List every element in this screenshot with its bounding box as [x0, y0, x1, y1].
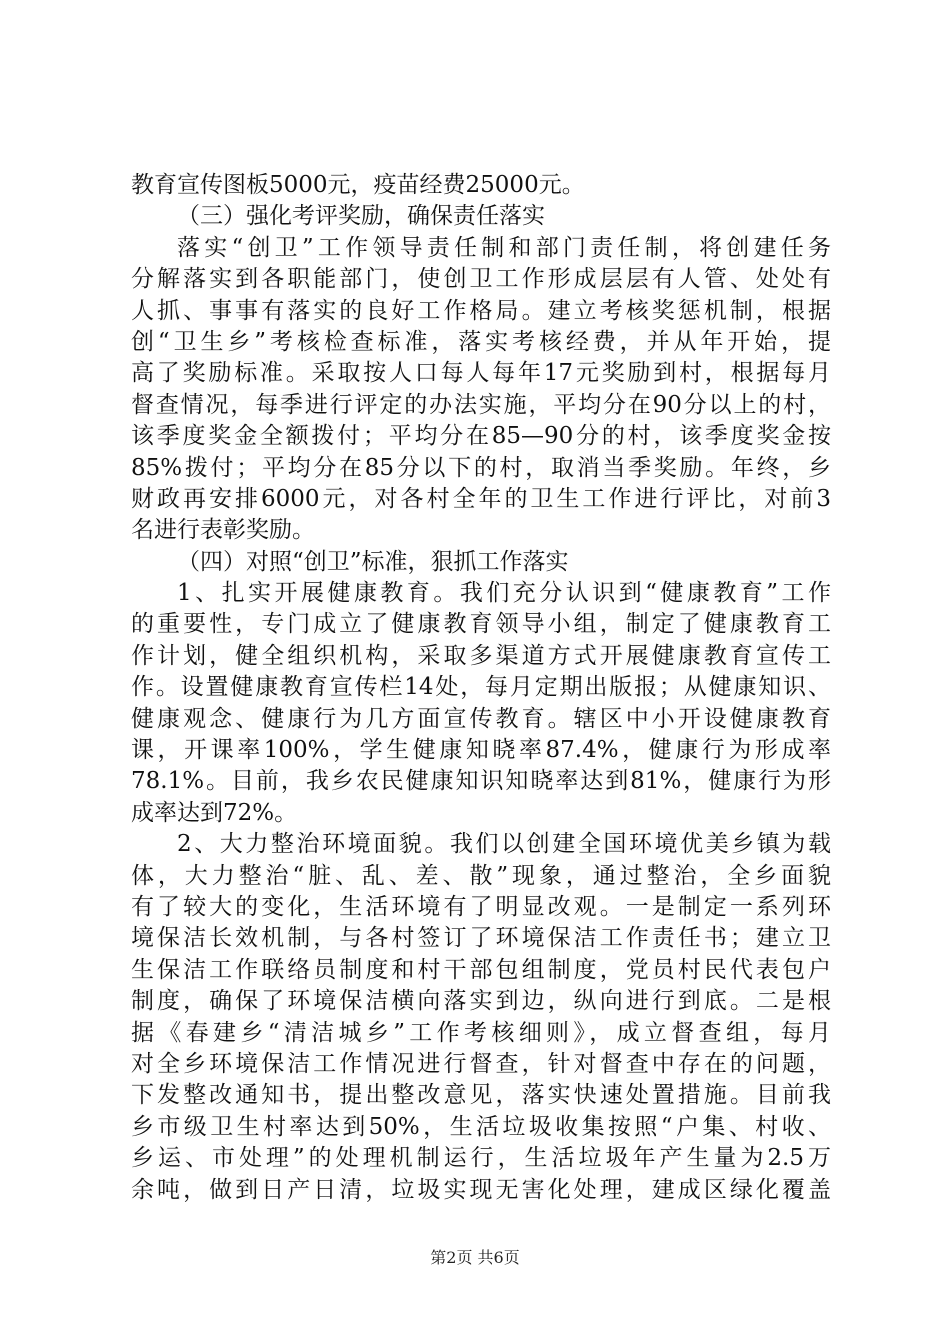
paragraph-line: 对全乡环境保洁工作情况进行督查，针对督查中存在的问题， [131, 1050, 831, 1077]
paragraph-line: 据《春建乡“清洁城乡”工作考核细则》，成立督查组，每月 [131, 1019, 831, 1046]
paragraph-line: 名进行表彰奖励。 [131, 517, 315, 544]
paragraph-line: 的重要性，专门成立了健康教育领导小组，制定了健康教育工 [131, 611, 831, 638]
paragraph-line: 健康观念、健康行为几方面宣传教育。辖区中小开设健康教育 [131, 705, 831, 732]
paragraph-line: 85%拨付；平均分在85分以下的村，取消当季奖励。年终，乡 [131, 454, 831, 481]
paragraph-line: 乡运、市处理”的处理机制运行，生活垃圾年产生量为2.5万 [131, 1145, 831, 1172]
paragraph-line: 高了奖励标准。采取按人口每人每年17元奖励到村，根据每月 [131, 360, 831, 387]
section-heading: （三）强化考评奖励，确保责任落实 [177, 203, 545, 230]
paragraph-line: 分解落实到各职能部门，使创卫工作形成层层有人管、处处有 [131, 266, 831, 293]
section-heading: （四）对照“创卫”标准，狠抓工作落实 [177, 548, 569, 575]
paragraph-line: 该季度奖金全额拨付；平均分在85—90分的村，该季度奖金按 [131, 423, 831, 450]
paragraph-line: 人抓、事事有落实的良好工作格局。建立考核奖惩机制，根据 [131, 297, 831, 324]
paragraph-line: 78.1%。目前，我乡农民健康知识知晓率达到81%，健康行为形 [131, 768, 831, 795]
paragraph-line: 落实“创卫”工作领导责任制和部门责任制，将创建任务 [177, 234, 831, 261]
paragraph-line: 下发整改通知书，提出整改意见，落实快速处置措施。目前我 [131, 1082, 831, 1109]
paragraph-line: 成率达到72%。 [131, 799, 298, 826]
paragraph-line: 有了较大的变化，生活环境有了明显改观。一是制定一系列环 [131, 893, 831, 920]
paragraph-line: 余吨，做到日产日清，垃圾实现无害化处理，建成区绿化覆盖 [131, 1176, 831, 1203]
paragraph-line: 境保洁长效机制，与各村签订了环境保洁工作责任书；建立卫 [131, 925, 831, 952]
paragraph-line: 生保洁工作联络员制度和村干部包组制度，党员村民代表包户 [131, 956, 831, 983]
paragraph-line: 乡市级卫生村率达到50%，生活垃圾收集按照“户集、村收、 [131, 1113, 831, 1140]
paragraph-line: 财政再安排6000元，对各村全年的卫生工作进行评比，对前3 [131, 485, 831, 512]
page-number-footer: 第2页 共6页 [430, 1248, 520, 1267]
paragraph-line: 课，开课率100%，学生健康知晓率87.4%，健康行为形成率 [131, 737, 831, 764]
paragraph-line: 2、大力整治环境面貌。我们以创建全国环境优美乡镇为载 [177, 831, 831, 858]
document-body [131, 170, 831, 1206]
paragraph-line: 教育宣传图板5000元，疫苗经费25000元。 [131, 172, 585, 198]
paragraph-line: 制度，确保了环境保洁横向落实到边，纵向进行到底。二是根 [131, 988, 831, 1015]
paragraph-line: 作。设置健康教育宣传栏14处，每月定期出版报；从健康知识、 [131, 674, 831, 701]
paragraph-line: 体，大力整治“脏、乱、差、散”现象，通过整治，全乡面貌 [131, 862, 831, 889]
paragraph-line: 作计划，健全组织机构，采取多渠道方式开展健康教育宣传工 [131, 642, 831, 669]
paragraph-line: 督查情况，每季进行评定的办法实施，平均分在90分以上的村， [131, 391, 831, 418]
paragraph-line: 1、扎实开展健康教育。我们充分认识到“健康教育”工作 [177, 580, 831, 607]
paragraph-line: 创“卫生乡”考核检查标准，落实考核经费，并从年开始，提 [131, 328, 831, 355]
